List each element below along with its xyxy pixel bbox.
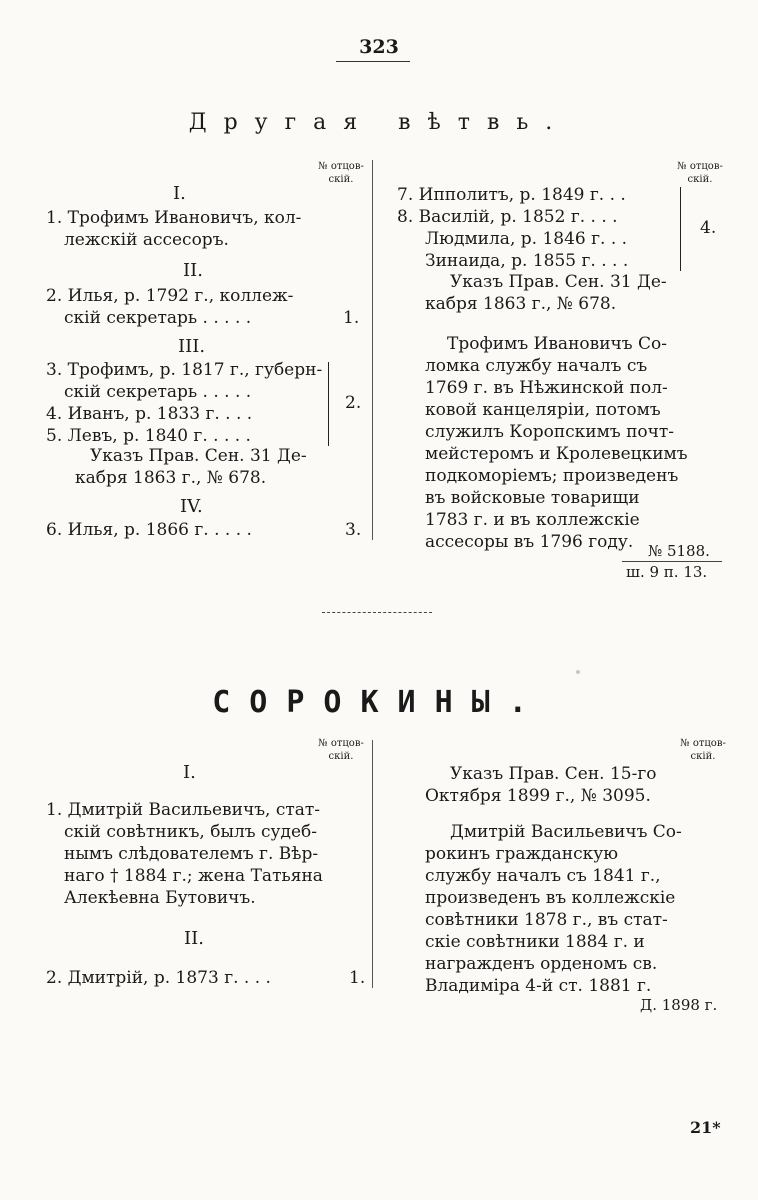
s1-bio: мейстеромъ и Кролевецкимъ: [425, 444, 688, 464]
s2-right-line: совѣтники 1878 г., въ стат-: [425, 910, 668, 930]
s1-right-column-header: № отцов- скій.: [677, 161, 723, 185]
section2-title: СОРОКИНЫ.: [212, 685, 546, 720]
s1-bio: въ войсковые товарищи: [425, 488, 640, 508]
s2-column-divider: [372, 740, 373, 988]
s1-line: скій секретарь . . . . .: [64, 308, 252, 328]
s2-right-line: произведенъ въ коллежскіе: [425, 888, 676, 908]
s2-line: 2. Дмитрій, р. 1873 г. . . .: [46, 968, 271, 988]
s2-right-line: скіе совѣтники 1884 г. и: [425, 932, 645, 952]
s2-right-line: Владиміра 4-й ст. 1881 г.: [425, 976, 652, 996]
s1-bio: подкоморіемъ; произведенъ: [425, 466, 679, 486]
paper-speck: [576, 670, 580, 674]
s2-line: Алекѣевна Бутовичъ.: [64, 888, 256, 908]
s1-roman-1: I.: [173, 183, 186, 204]
s2-line: наго † 1884 г.; жена Татьяна: [64, 866, 323, 886]
s1-right-brace: [676, 187, 681, 271]
s1-line: 6. Илья, р. 1866 г. . . . .: [46, 520, 252, 540]
s2-line: скій совѣтникъ, былъ судеб-: [64, 822, 318, 842]
s1-line: лежскій ассесоръ.: [64, 230, 229, 250]
s2-roman-2: II.: [184, 928, 204, 949]
s1-bio: ковой канцеляріи, потомъ: [425, 400, 661, 420]
s2-left-column-header: № отцов- скій.: [318, 738, 364, 762]
s2-roman-1: I.: [183, 762, 196, 783]
s1-line: кабря 1863 г., № 678.: [75, 468, 267, 488]
s2-right-line: награжденъ орденомъ св.: [425, 954, 658, 974]
s1-line: 5. Левъ, р. 1840 г. . . . .: [46, 426, 251, 446]
page-number-rule: [336, 61, 410, 62]
s1-right-line: Указъ Прав. Сен. 31 Де-: [450, 272, 667, 292]
s1-bio: служилъ Коропскимъ почт-: [425, 422, 675, 442]
s1-father-number: 3.: [345, 520, 362, 540]
s2-right-line: Дмитрій Васильевичъ Со-: [450, 822, 682, 842]
s2-line: 1. Дмитрій Васильевичъ, стат-: [46, 800, 321, 820]
s1-line: 2. Илья, р. 1792 г., коллеж-: [46, 286, 294, 306]
s1-bio: Трофимъ Ивановичъ Со-: [447, 334, 667, 354]
s1-ref-no: № 5188.: [648, 542, 710, 560]
s1-line: Указъ Прав. Сен. 31 Де-: [90, 446, 307, 466]
s1-right-line: кабря 1863 г., № 678.: [425, 294, 617, 314]
s2-ref: Д. 1898 г.: [640, 996, 718, 1014]
s1-line: 3. Трофимъ, р. 1817 г., губерн-: [46, 360, 323, 380]
s2-line: нымъ слѣдователемъ г. Вѣр-: [64, 844, 319, 864]
s1-roman-4: IV.: [180, 496, 203, 517]
s1-right-line: 8. Василій, р. 1852 г. . . .: [397, 207, 618, 227]
page-number: 323: [359, 36, 399, 58]
s1-bio: 1769 г. въ Нѣжинской пол-: [425, 378, 668, 398]
s1-line: 4. Иванъ, р. 1833 г. . . .: [46, 404, 253, 424]
s1-line: скій секретарь . . . . .: [64, 382, 252, 402]
s2-right-line: службу началъ съ 1841 г.,: [425, 866, 661, 886]
s1-ref-rule: [622, 561, 722, 562]
s1-line: 1. Трофимъ Ивановичъ, кол-: [46, 208, 302, 228]
s1-bio: 1783 г. и въ коллежскіе: [425, 510, 640, 530]
s1-father-number: 2.: [345, 393, 362, 413]
s1-left-column-header: № отцов- скій.: [318, 161, 364, 185]
s1-roman-3: III.: [178, 336, 206, 357]
s2-right-column-header: № отцов- скій.: [680, 738, 726, 762]
s1-right-line: 7. Ипполитъ, р. 1849 г. . .: [397, 185, 626, 205]
s2-father-number: 1.: [349, 968, 366, 988]
s2-right-line: рокинъ гражданскую: [425, 844, 619, 864]
s1-father-number: 1.: [343, 308, 360, 328]
section-divider: [322, 612, 432, 613]
s1-ref-location: ш. 9 п. 13.: [626, 563, 708, 581]
s1-right-father-number: 4.: [700, 218, 717, 238]
s1-column-divider: [372, 160, 373, 540]
s1-right-line: Людмила, р. 1846 г. . .: [425, 229, 628, 249]
s1-roman-2: II.: [183, 260, 203, 281]
s1-brace: [324, 362, 329, 446]
s2-right-line: Указъ Прав. Сен. 15-го: [450, 764, 657, 784]
s1-right-line: Зинаида, р. 1855 г. . . .: [425, 251, 629, 271]
s1-bio: ломка службу началъ съ: [425, 356, 648, 376]
s2-right-line: Октября 1899 г., № 3095.: [425, 786, 651, 806]
signature-mark: 21*: [690, 1118, 721, 1137]
s1-bio: ассесоры въ 1796 году.: [425, 532, 634, 552]
section1-title: Другая вѣтвь.: [188, 110, 570, 135]
